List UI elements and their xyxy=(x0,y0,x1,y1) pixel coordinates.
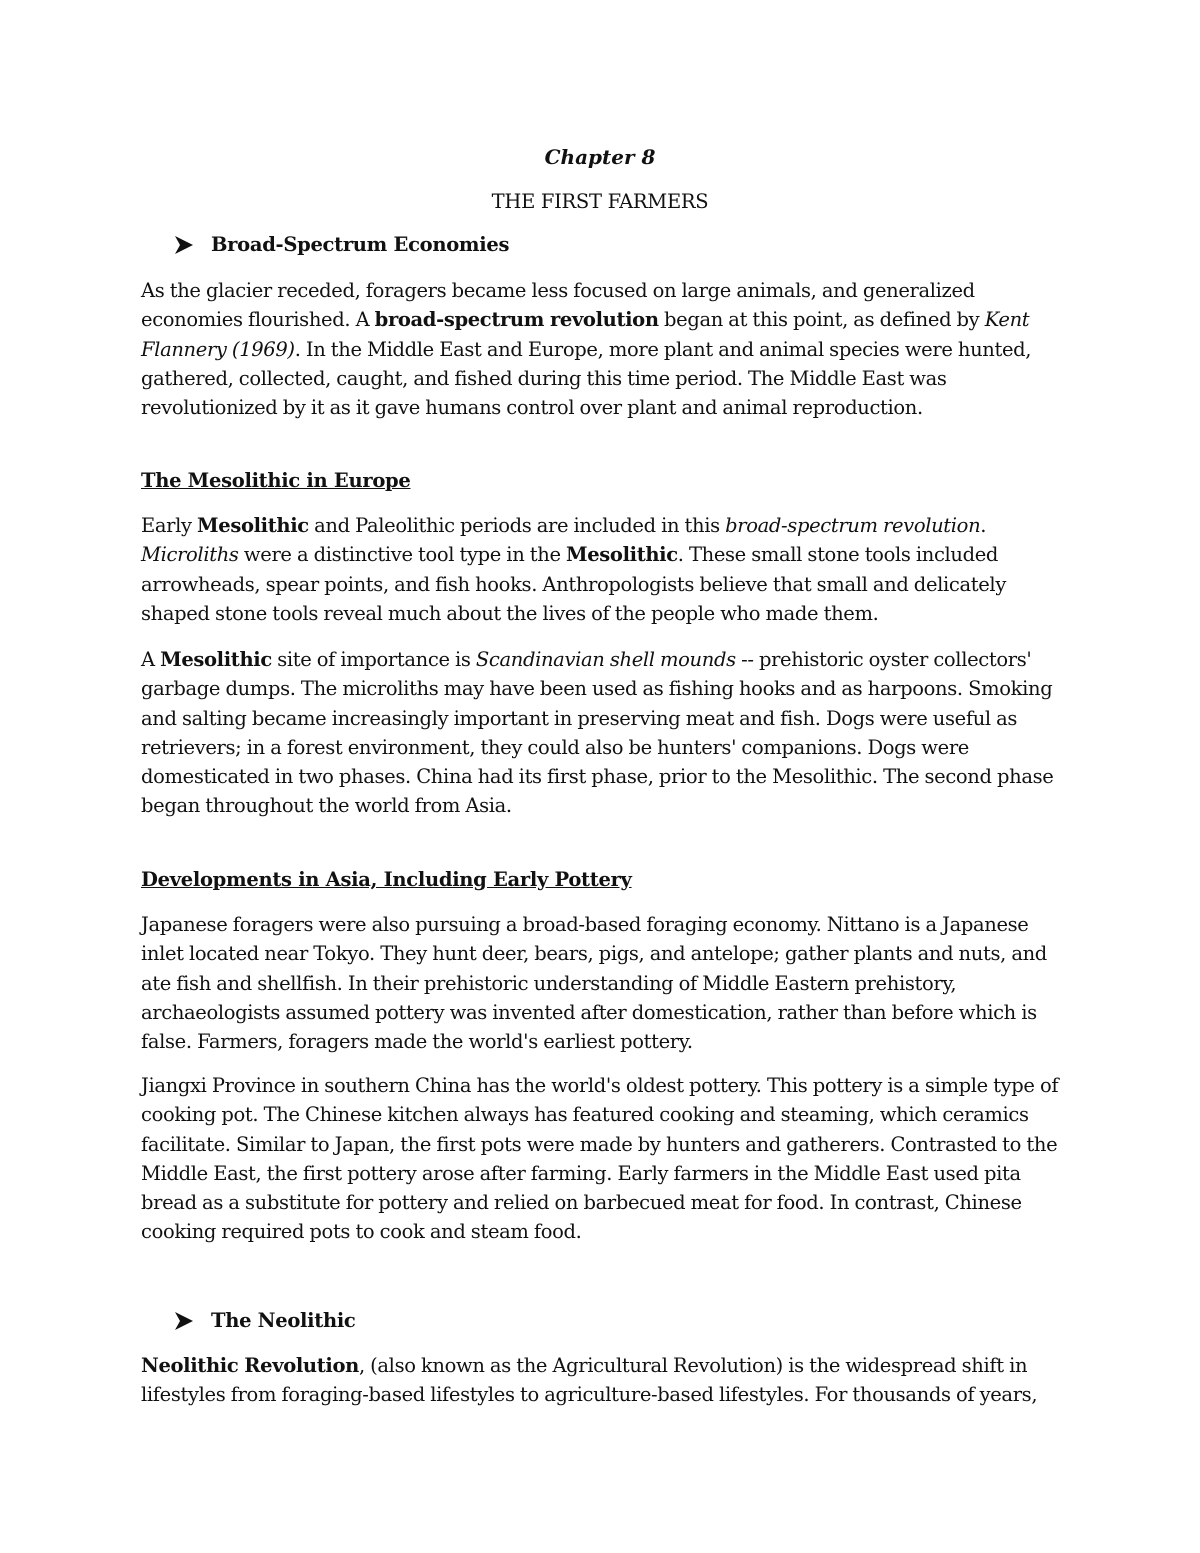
term-mesolithic: Mesolithic xyxy=(566,543,678,567)
term-mesolithic: Mesolithic xyxy=(160,648,272,671)
page-title: THE FIRST FARMERS xyxy=(491,190,709,213)
text-run: were a distinctive tool type in the xyxy=(238,543,566,567)
citation-kent-flannery: Kent Flannery (1969) xyxy=(141,308,1030,361)
text-run: site of importance is xyxy=(271,648,476,671)
paragraph-mesolithic-2 xyxy=(141,645,1061,821)
arrowhead-bullet-icon xyxy=(173,234,195,256)
term-broad-spectrum-revolution: broad-spectrum revolution xyxy=(374,308,659,332)
term-microliths: Microliths xyxy=(141,543,239,567)
paragraph-asia-2 xyxy=(141,1071,1061,1247)
heading-text: The Neolithic xyxy=(211,1309,356,1332)
text-run: A xyxy=(141,648,161,671)
term-neolithic-revolution: Neolithic Revolution xyxy=(141,1354,359,1377)
arrowhead-bullet-icon xyxy=(173,1310,195,1332)
heading-broad-spectrum xyxy=(173,230,509,260)
text-run: As the glacier receded, foragers became less focused on large animals, and generalized economies flourished. A xyxy=(141,279,975,332)
paragraph-text: Jiangxi Province in southern China has the world's oldest pottery. This pottery is a simple type of cooking pot. The Chinese kitchen always has featured cooking and steaming, which ceramics facilitate. Similar to Japan, the first pots were made by hunters and gatherers. Contrasted to the Middle East, the first pottery arose after farming. Early farmers in the Middle East used pita bread as a substitute for pottery and relied on barbecued meat for food. In contrast, Chinese cooking required pots to cook and steam food. xyxy=(141,1074,1059,1244)
term-mesolithic: Mesolithic xyxy=(197,514,309,537)
text-run: Early xyxy=(141,514,198,537)
heading-developments-asia: Developments in Asia, Including Early Pottery xyxy=(141,868,632,891)
paragraph-text: Japanese foragers were also pursuing a broad-based foraging economy. Nittano is a Japanese inlet located near Tokyo. They hunt deer, bears, pigs, and antelope; gather plants and nuts, and ate fish and shellfish. In their prehistoric understanding of Middle Eastern prehistory, archaeologists assumed pottery was invented after domestication, rather than before which is false. Farmers, foragers made the world's earliest pottery. xyxy=(141,913,1047,1054)
paragraph-asia-1 xyxy=(141,910,1061,1056)
text-run: . In the Middle East and Europe, more plant and animal species were hunted, gathered, collected, caught, and fished during this time period. The Middle East was revolutionized by it as it gave humans control over plant and animal reproduction. xyxy=(141,337,1032,420)
paragraph-neolithic xyxy=(141,1351,1061,1410)
paragraph-mesolithic-1 xyxy=(141,511,1061,628)
heading-text: Broad-Spectrum Economies xyxy=(211,233,510,256)
heading-mesolithic-europe: The Mesolithic in Europe xyxy=(141,469,411,492)
paragraph-broad-spectrum xyxy=(141,276,1061,422)
text-run: and Paleolithic periods are included in this xyxy=(308,514,726,537)
term-broad-spectrum-revolution: broad-spectrum revolution xyxy=(725,514,981,537)
text-run: -- prehistoric oyster collectors' garbage dumps. The microliths may have been used as fishing hooks and as harpoons. Smoking and salting became increasingly important in preserving meat and fish. Dogs were useful as retrievers; in a forest environment, they could also be hunters' companions. Dogs were domesticated in two phases. China had its first phase, prior to the Mesolithic. The second phase began throughout the world from Asia. xyxy=(141,648,1054,818)
text-run: , (also known as the Agricultural Revolution) is the widespread shift in lifestyles from foraging-based lifestyles to agriculture-based lifestyles. For thousands of years, xyxy=(141,1354,1038,1407)
heading-neolithic xyxy=(173,1306,356,1336)
text-run: . xyxy=(980,514,987,537)
chapter-label: Chapter 8 xyxy=(544,145,656,169)
text-run: . These small stone tools included arrowheads, spear points, and fish hooks. Anthropologists believe that small and delicately shaped stone tools reveal much about the lives of the people who made them. xyxy=(141,543,1006,625)
text-run: began at this point, as defined by xyxy=(658,308,985,332)
term-scandinavian-shell-mounds: Scandinavian shell mounds xyxy=(475,648,736,671)
